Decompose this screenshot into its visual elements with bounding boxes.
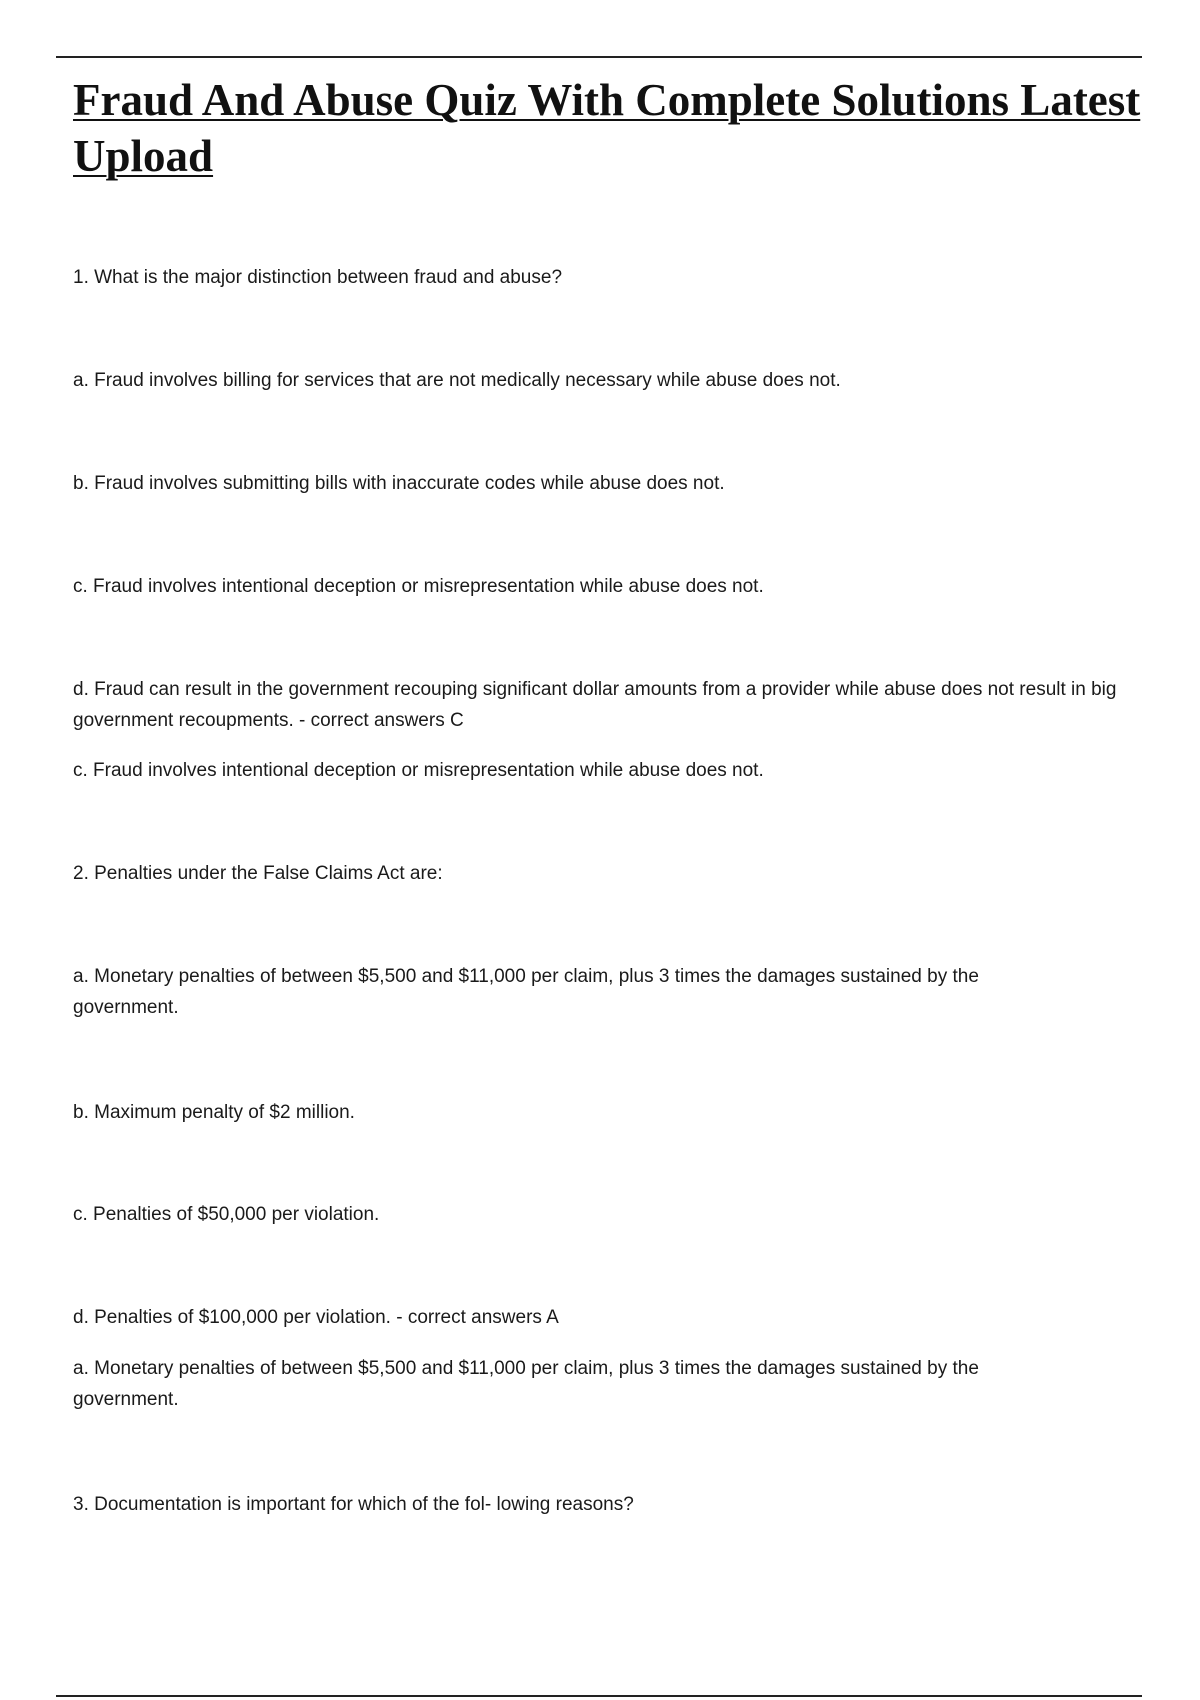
question-2-answer: a. Monetary penalties of between $5,500 and $11,000 per claim, plus 3 times the damages sustained by the government. (73, 1358, 979, 1410)
top-rule (56, 56, 1142, 58)
question-1-option-a: a. Fraud involves billing for services that are not medically necessary while abuse does not. (73, 370, 841, 391)
question-1-option-d: d. Fraud can result in the government recouping significant dollar amounts from a provider while abuse does not result in big government recoupments. - correct answers C (73, 679, 1117, 731)
document-title: Fraud And Abuse Quiz With Complete Solutions Latest Upload (73, 75, 1141, 181)
bottom-rule (56, 1695, 1142, 1697)
question-2-option-b: b. Maximum penalty of $2 million. (73, 1102, 355, 1123)
question-2-option-a: a. Monetary penalties of between $5,500 and $11,000 per claim, plus 3 times the damages sustained by the government. (73, 966, 979, 1018)
question-2: 2. Penalties under the False Claims Act are: (73, 863, 443, 884)
question-1-answer: c. Fraud involves intentional deception or misrepresentation while abuse does not. (73, 760, 764, 781)
question-2-option-c: c. Penalties of $50,000 per violation. (73, 1204, 380, 1225)
question-1-option-c: c. Fraud involves intentional deception or misrepresentation while abuse does not. (73, 576, 764, 597)
question-3: 3. Documentation is important for which of the fol- lowing reasons? (73, 1494, 634, 1515)
question-1: 1. What is the major distinction between fraud and abuse? (73, 267, 563, 288)
question-1-option-b: b. Fraud involves submitting bills with inaccurate codes while abuse does not. (73, 473, 725, 494)
question-2-option-d: d. Penalties of $100,000 per violation. - correct answers A (73, 1307, 559, 1328)
